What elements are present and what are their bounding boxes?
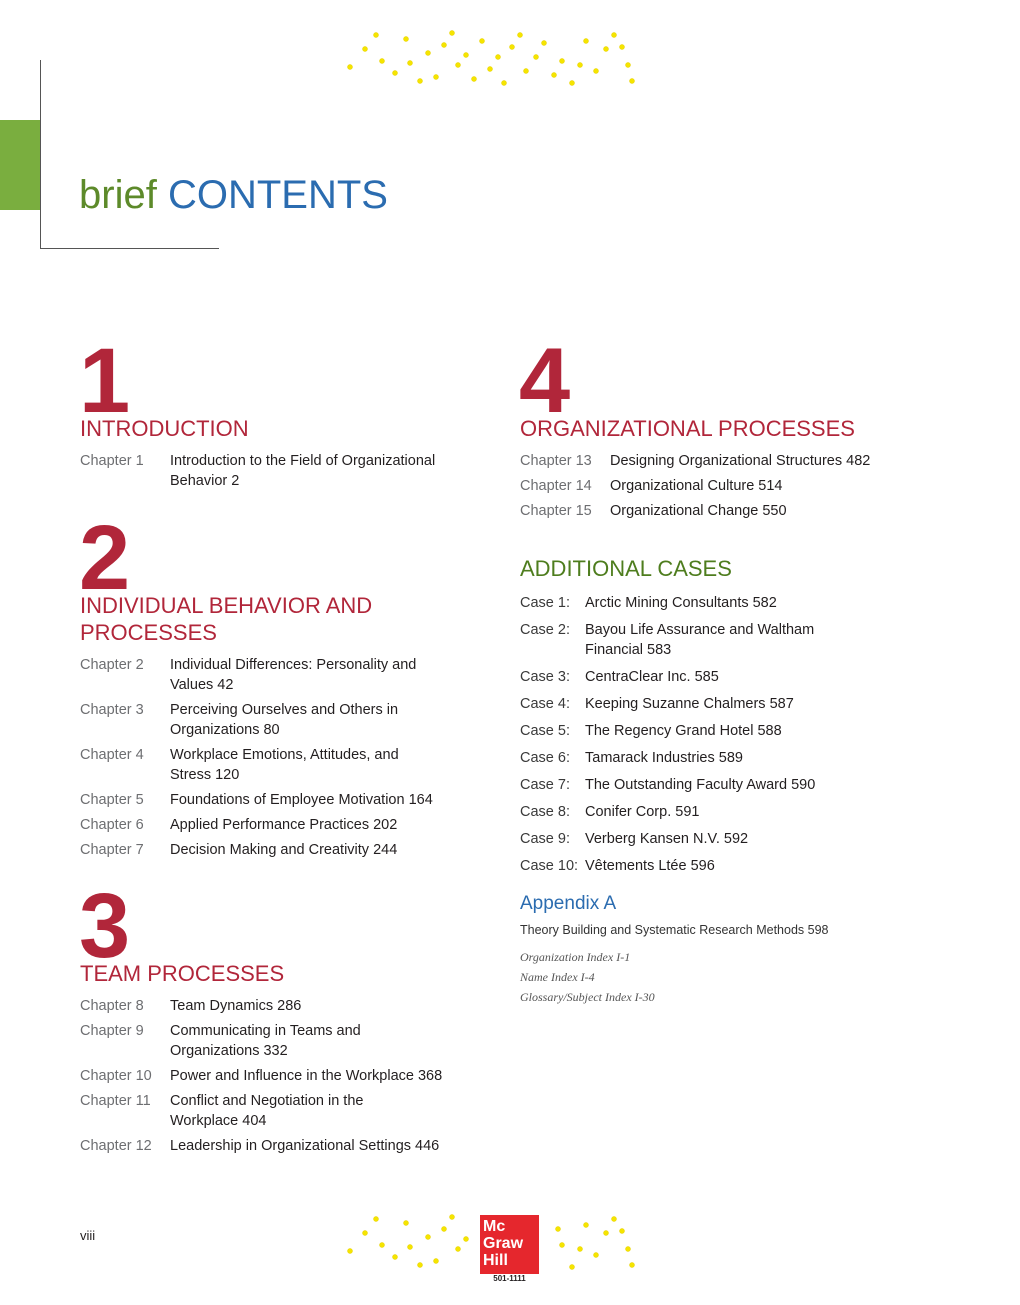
chapter-title: Decision Making and Creativity 244 bbox=[170, 842, 398, 858]
chapter-label: Chapter 14 bbox=[520, 478, 592, 494]
chapter-title: Communicating in Teams and Organizations 332 bbox=[170, 1023, 361, 1059]
chapter-label: Chapter 4 bbox=[80, 747, 144, 763]
case-title: Keeping Suzanne Chalmers 587 bbox=[585, 696, 794, 712]
case-title: Bayou Life Assurance and Waltham Financial 583 bbox=[585, 622, 815, 658]
chapter-label: Chapter 12 bbox=[80, 1138, 152, 1154]
chapter-label: Chapter 7 bbox=[80, 842, 144, 858]
case-title: The Regency Grand Hotel 588 bbox=[585, 723, 782, 739]
chapter-title: Workplace Emotions, Attitudes, and Stress 120 bbox=[170, 747, 399, 783]
toc-entry-case-7[interactable] bbox=[520, 775, 980, 795]
chapter-label: Chapter 1 bbox=[80, 453, 144, 469]
chapter-label: Chapter 5 bbox=[80, 792, 144, 808]
frame-line-horizontal bbox=[40, 248, 219, 249]
mcgraw-hill-logo: Mc Graw Hill bbox=[480, 1215, 539, 1274]
case-label: Case 7: bbox=[520, 777, 570, 793]
chapter-title: Organizational Change 550 bbox=[610, 503, 787, 519]
chapter-list-part-3 bbox=[80, 996, 480, 1161]
part-number-3: 3 bbox=[79, 875, 131, 977]
case-title: Arctic Mining Consultants 582 bbox=[585, 595, 777, 611]
chapter-title: Team Dynamics 286 bbox=[170, 998, 302, 1014]
case-title: The Outstanding Faculty Award 590 bbox=[585, 777, 816, 793]
appendix-entry[interactable]: Theory Building and Systematic Research Methods 598 bbox=[520, 923, 829, 937]
chapter-label: Chapter 15 bbox=[520, 503, 592, 519]
chapter-label: Chapter 6 bbox=[80, 817, 144, 833]
print-code: 501-1111 bbox=[493, 1274, 526, 1283]
toc-entry-case-6[interactable] bbox=[520, 748, 980, 768]
toc-entry-chapter-8[interactable] bbox=[80, 996, 480, 1016]
toc-entry-chapter-14[interactable] bbox=[520, 476, 980, 496]
chapter-label: Chapter 11 bbox=[80, 1093, 151, 1109]
case-title: Verberg Kansen N.V. 592 bbox=[585, 831, 749, 847]
chapter-list-part-1 bbox=[80, 451, 480, 496]
chapter-title: Power and Influence in the Workplace 368 bbox=[170, 1068, 443, 1084]
page-title bbox=[79, 173, 388, 218]
case-label: Case 3: bbox=[520, 669, 570, 685]
toc-entry-chapter-4[interactable] bbox=[80, 745, 480, 785]
chapter-label: Chapter 2 bbox=[80, 657, 144, 673]
toc-entry-chapter-7[interactable] bbox=[80, 840, 480, 860]
case-label: Case 8: bbox=[520, 804, 570, 820]
appendix-title[interactable]: Appendix A bbox=[520, 893, 617, 914]
toc-entry-case-9[interactable] bbox=[520, 829, 980, 849]
chapter-list-part-2 bbox=[80, 655, 480, 865]
case-label: Case 9: bbox=[520, 831, 570, 847]
index-entry-glossary[interactable]: Glossary/Subject Index I-30 bbox=[520, 990, 655, 1004]
toc-entry-case-5[interactable] bbox=[520, 721, 980, 741]
part-title-2: INDIVIDUAL BEHAVIOR AND PROCESSES bbox=[80, 593, 373, 645]
part-title-1: INTRODUCTION bbox=[80, 416, 249, 441]
toc-entry-case-4[interactable] bbox=[520, 694, 980, 714]
toc-entry-chapter-12[interactable] bbox=[80, 1136, 480, 1156]
case-title: Tamarack Industries 589 bbox=[585, 750, 743, 766]
case-label: Case 6: bbox=[520, 750, 570, 766]
part-number-4: 4 bbox=[519, 330, 571, 432]
toc-entry-chapter-9[interactable] bbox=[80, 1021, 480, 1061]
chapter-label: Chapter 8 bbox=[80, 998, 144, 1014]
chapter-title: Leadership in Organizational Settings 446 bbox=[170, 1138, 440, 1154]
chapter-title: Perceiving Ourselves and Others in Organizations 80 bbox=[170, 702, 399, 738]
toc-entry-chapter-13[interactable] bbox=[520, 451, 980, 471]
chapter-title: Introduction to the Field of Organizational Behavior 2 bbox=[170, 453, 436, 489]
toc-entry-case-10[interactable] bbox=[520, 856, 980, 876]
chapter-title: Conflict and Negotiation in the Workplace 404 bbox=[170, 1093, 364, 1129]
index-entry-name[interactable]: Name Index I-4 bbox=[520, 970, 595, 984]
chapter-title: Designing Organizational Structures 482 bbox=[610, 453, 871, 469]
toc-entry-chapter-15[interactable] bbox=[520, 501, 980, 521]
toc-entry-case-8[interactable] bbox=[520, 802, 980, 822]
part-number-2: 2 bbox=[79, 507, 131, 609]
case-title: CentraClear Inc. 585 bbox=[585, 669, 719, 685]
chapter-label: Chapter 9 bbox=[80, 1023, 144, 1039]
chapter-title: Organizational Culture 514 bbox=[610, 478, 783, 494]
chapter-label: Chapter 13 bbox=[520, 453, 592, 469]
frame-line-vertical bbox=[40, 60, 41, 249]
part-title-3: TEAM PROCESSES bbox=[80, 961, 285, 986]
toc-entry-chapter-11[interactable] bbox=[80, 1091, 480, 1131]
part-number-1: 1 bbox=[79, 330, 131, 432]
page-title-contents: CONTENTS bbox=[167, 173, 388, 217]
page-number: viii bbox=[80, 1228, 96, 1243]
toc-entry-chapter-10[interactable] bbox=[80, 1066, 480, 1086]
case-title: Conifer Corp. 591 bbox=[585, 804, 700, 820]
chapter-list-part-4 bbox=[520, 451, 980, 526]
case-label: Case 5: bbox=[520, 723, 570, 739]
toc-entry-case-2[interactable] bbox=[520, 620, 980, 660]
case-label: Case 2: bbox=[520, 622, 570, 638]
chapter-label: Chapter 10 bbox=[80, 1068, 152, 1084]
toc-entry-case-3[interactable] bbox=[520, 667, 980, 687]
chapter-label: Chapter 3 bbox=[80, 702, 144, 718]
toc-entry-chapter-5[interactable] bbox=[80, 790, 480, 810]
case-label: Case 10: bbox=[520, 858, 579, 874]
decorative-dots-top bbox=[340, 27, 640, 93]
toc-entry-chapter-2[interactable] bbox=[80, 655, 480, 695]
toc-entry-chapter-6[interactable] bbox=[80, 815, 480, 835]
chapter-title: Applied Performance Practices 202 bbox=[170, 817, 398, 833]
case-label: Case 4: bbox=[520, 696, 570, 712]
index-entry-organization[interactable]: Organization Index I-1 bbox=[520, 950, 631, 964]
case-list bbox=[520, 593, 980, 883]
toc-entry-chapter-1[interactable] bbox=[80, 451, 480, 491]
chapter-title: Foundations of Employee Motivation 164 bbox=[170, 792, 433, 808]
case-title: Vêtements Ltée 596 bbox=[585, 858, 715, 874]
green-accent-tab bbox=[0, 120, 40, 210]
toc-entry-case-1[interactable] bbox=[520, 593, 980, 613]
case-label: Case 1: bbox=[520, 595, 570, 611]
page-title-brief: brief bbox=[79, 173, 157, 217]
additional-cases-title: ADDITIONAL CASES bbox=[520, 556, 732, 581]
toc-entry-chapter-3[interactable] bbox=[80, 700, 480, 740]
chapter-title: Individual Differences: Personality and Values 42 bbox=[170, 657, 417, 693]
part-title-4: ORGANIZATIONAL PROCESSES bbox=[520, 416, 855, 441]
